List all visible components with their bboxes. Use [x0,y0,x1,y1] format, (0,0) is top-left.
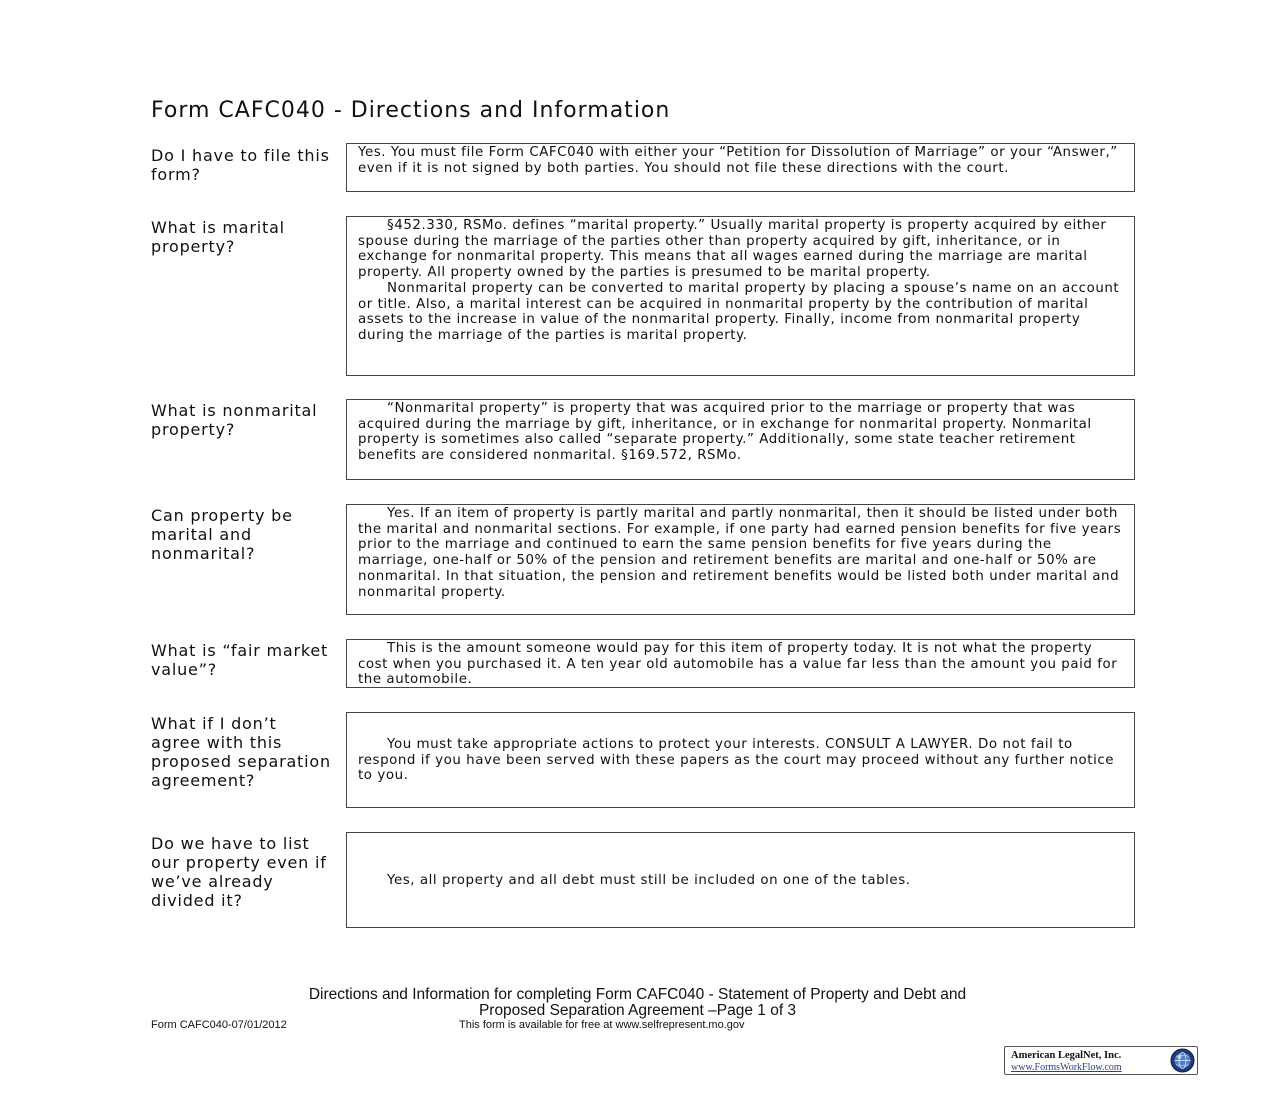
answer-box [346,143,1135,192]
logo-company-name: American LegalNet, Inc. [1011,1050,1122,1061]
answer-box [346,832,1135,928]
footer-title-line-2: Proposed Separation Agreement –Page 1 of 3 [478,1002,797,1019]
answer-paragraph: Nonmarital property can be converted to marital property by placing a spouse’s name on an account or title. Also, a marital interest can be acquired in nonmarital property by the contribution of marital assets to the increase in value of the nonmarital property. Finally, income from nonmarital property during the marriage of the parties is marital property. [358,280,1120,343]
answer-text: Yes. You must file Form CAFC040 with either your “Petition for Dissolution of Marriage” or your “Answer,” even if it is not signed by both parties. You should not file these directions with the court. [358,145,1118,176]
answer-box [346,504,1135,615]
answer-text: Yes. If an item of property is partly marital and partly nonmarital, then it should be listed under both the marital and nonmarital sections. For example, if one party had earned pension benefits for five years prior to the marriage and continued to earn the same pension benefits for five years during the marriage, one-half or 50% of the pension and retirement benefits are marital and one-half or 50% are nonmarital. In that situation, the pension and retirement benefits would be listed both under marital and nonmarital property. [358,506,1122,600]
answer-box [346,399,1135,480]
logo-url-link[interactable]: www.FormsWorkFlow.com [1011,1062,1122,1073]
page-title: Form CAFC040 - Directions and Information [151,98,671,123]
answer-text: This is the amount someone would pay for this item of property today. It is not what the property cost when you purchased it. A ten year old automobile has a value far less than the amount you paid for the automobile. [358,641,1118,688]
answer-text: “Nonmarital property” is property that was acquired prior to the marriage or property that was acquired during the marriage by gift, inheritance, or in exchange for nonmarital property. Nonmarital property is sometimes also called “separate property.” Additionally, some state teacher retirement benefits are considered nonmarital. §169.572, RSMo. [358,401,1092,464]
question-label: What if I don’t agree with this proposed separation agreement? [151,714,331,790]
availability-note: This form is available for free at www.selfrepresent.mo.gov [459,1019,745,1031]
globe-icon [1170,1048,1195,1073]
answer-box [346,216,1135,376]
question-label: Do I have to file this form? [151,146,330,184]
forms-workflow-logo[interactable] [1004,1046,1198,1075]
question-label: What is nonmarital property? [151,401,318,439]
answer-box [346,712,1135,808]
footer-title-line-1: Directions and Information for completing Form CAFC040 - Statement of Property and Debt and [308,986,967,1003]
question-label: What is marital property? [151,218,285,256]
answer-paragraph: §452.330, RSMo. defines “marital property.” Usually marital property is property acquired by either spouse during the marriage of the parties other than property acquired by gift, inheritance, or in exchange for nonmarital property. This means that all wages earned during the marriage are marital property. All property owned by the parties is presumed to be marital property. [358,218,1107,281]
form-id: Form CAFC040-07/01/2012 [151,1019,287,1031]
question-label: What is “fair market value”? [151,641,329,679]
answer-box [346,639,1135,688]
question-label: Do we have to list our property even if we’ve already divided it? [151,834,327,910]
answer-text: You must take appropriate actions to protect your interests. CONSULT A LAWYER. Do not fail to respond if you have been served with these papers as the court may proceed without any further notice to you. [358,736,1115,784]
question-label: Can property be marital and nonmarital? [151,506,293,563]
answer-text: Yes, all property and all debt must still be included on one of the tables. [387,872,911,888]
